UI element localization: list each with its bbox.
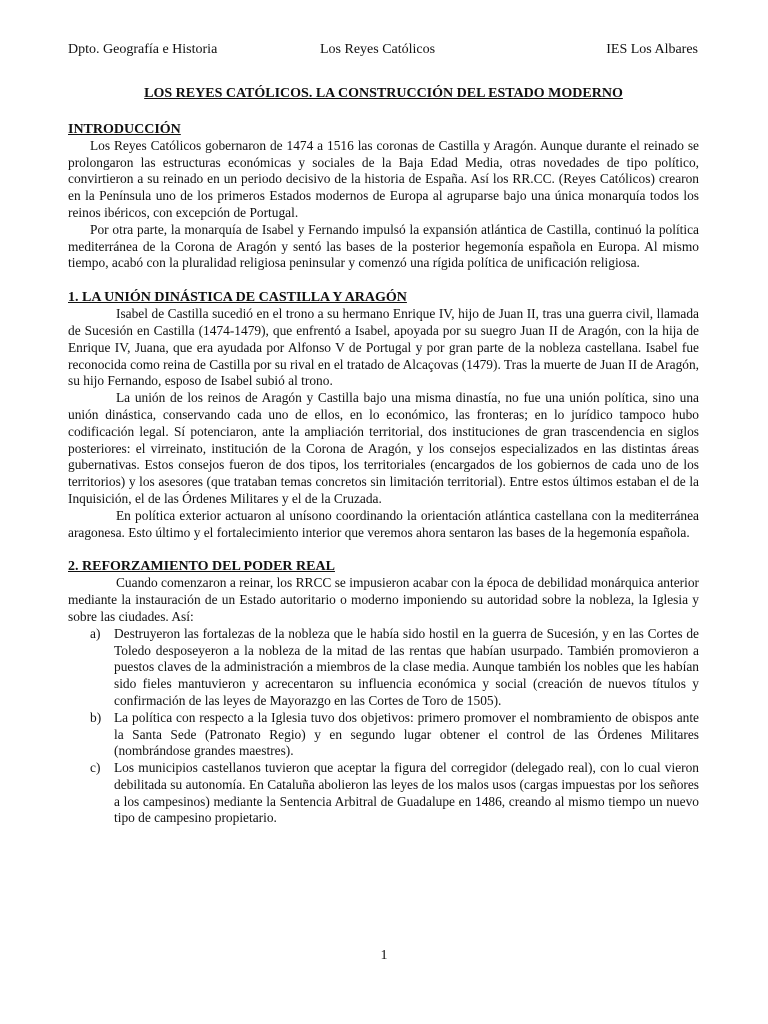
page-number: 1 <box>380 948 388 963</box>
list-item-text: Los municipios castellanos tuvieron que aceptar la figura del corregidor (delegado real), con lo cual vieron debilitada su autonomía. En Cataluña abolieron las leyes de los malos usos (cargas impuestas por los señores a los campesinos) mediante la Sentencia Arbitral de Guadalupe en 1486, creando al mismo tiempo un nuevo tipo de campesino propietario. <box>114 760 699 826</box>
poder-real-list <box>68 626 699 828</box>
list-marker: a) <box>90 625 101 641</box>
union-paragraph-3: En política exterior actuaron al unísono coordinando la orientación atlántica castellana con la mediterránea aragonesa. Esto último y el fortalecimiento interior que veremos ahora sentaron las bases de la hegemonía española. <box>68 507 699 540</box>
header-topic: Los Reyes Católicos <box>320 42 436 57</box>
intro-paragraph-1: Los Reyes Católicos gobernaron de 1474 a 1516 las coronas de Castilla y Aragón. Aunque durante el reinado se prolongaron las estructuras económicas y sociales de la Baja Edad Media, otras novedades de tipo político, convirtieron a su reinado en un periodo decisivo de la historia de España. Así los RR.CC. (Reyes Católicos) crearon en la Península uno de los primeros Estados modernos de Europa al agruparse bajo una única monarquía todos los reinos ibéricos, con excepción de Portugal. <box>68 137 699 220</box>
header-school: IES Los Albares <box>606 42 698 57</box>
section-heading-introduccion: INTRODUCCIÓN <box>68 121 181 137</box>
union-paragraph-1: Isabel de Castilla sucedió en el trono a su hermano Enrique IV, hijo de Juan II, tras una guerra civil, llamada de Sucesión en Castilla (1474-1479), que enfrentó a Isabel, apoyada por su suegro Juan II de Aragón, con la hija de Enrique IV, Juana, que era ayudada por Alfonso V de Portugal y por gran parte de la nobleza castellana. Isabel fue reconocida como reina de Castilla por su rival en el tratado de Alcaçovas (1479). Tras la muerte de Juan II de Aragón, su hijo Fernando, esposo de Isabel subió al trono. <box>68 306 700 389</box>
document-title: LOS REYES CATÓLICOS. LA CONSTRUCCIÓN DEL ESTADO MODERNO <box>144 86 623 101</box>
list-item <box>68 626 699 710</box>
list-item-text: Destruyeron las fortalezas de la nobleza que le había sido hostil en la guerra de Sucesión, y en las Cortes de Toledo desposeyeron a la nobleza de la mitad de las rentas que habían usurpado. También promovieron a puestos claves de la administración a miembros de la clase media. Aunque también los nobles que les habían sido fieles mantuvieron y acrecentaron su influencia económica y social (creación de nuevos títulos y confirmación de las leyes de Mayorazgo en las Cortes de Toro de 1505). <box>114 625 699 708</box>
list-item <box>68 710 699 760</box>
section-heading-poder-real: 2. REFORZAMIENTO DEL PODER REAL <box>68 559 335 575</box>
list-item-text: La política con respecto a la Iglesia tuvo dos objetivos: primero promover el nombramiento de obispos ante la Santa Sede (Patronato Regio) y en segundo lugar obtener el control de las Órdenes Militares (nombrándose grandes maestres). <box>114 709 699 759</box>
page-header <box>68 42 698 62</box>
intro-paragraph-2: Por otra parte, la monarquía de Isabel y Fernando impulsó la expansión atlántica de Castilla, continuó la política mediterránea de la Corona de Aragón y sentó las bases de la posterior hegemonía española en Europa. Al mismo tiempo, acabó con la pluralidad religiosa peninsular y comenzó una rígida política de unificación religiosa. <box>68 221 699 271</box>
header-department: Dpto. Geografía e Historia <box>68 42 218 57</box>
list-marker: b) <box>90 709 102 725</box>
list-marker: c) <box>90 760 101 776</box>
document-body <box>68 86 699 827</box>
list-item <box>68 760 699 827</box>
union-paragraph-2: La unión de los reinos de Aragón y Castilla bajo una misma dinastía, no fue una unión política, sino una unión dinástica, conservando cada uno de ellos, en lo económico, las fronteras; en lo jurídico tampoco hubo codificación legal. Sí potenciaron, ante la ampliación territorial, dos instituciones de gran trascendencia en siglos posteriores: el virreinato, institución de la Corona de Aragón, y los consejos especializados en las distintas áreas gubernativas. Estos consejos fueron de dos tipos, los territoriales (encargados de los gobiernos de cada uno de los territorios) y los asesores (que trataban temas concretos sin limitación territorial). Entre estos últimos estaban el de la Inquisición, el de las Órdenes Militares y el de la Cruzada. <box>68 390 699 506</box>
section-heading-union-dinastica: 1. LA UNIÓN DINÁSTICA DE CASTILLA Y ARAGÓN <box>68 290 407 306</box>
poder-real-paragraph-1: Cuando comenzaron a reinar, los RRCC se impusieron acabar con la época de debilidad monárquica anterior mediante la instauración de un Estado autoritario o moderno imponiendo su autoridad sobre la nobleza, la Iglesia y sobre las ciudades. Así: <box>68 575 699 624</box>
